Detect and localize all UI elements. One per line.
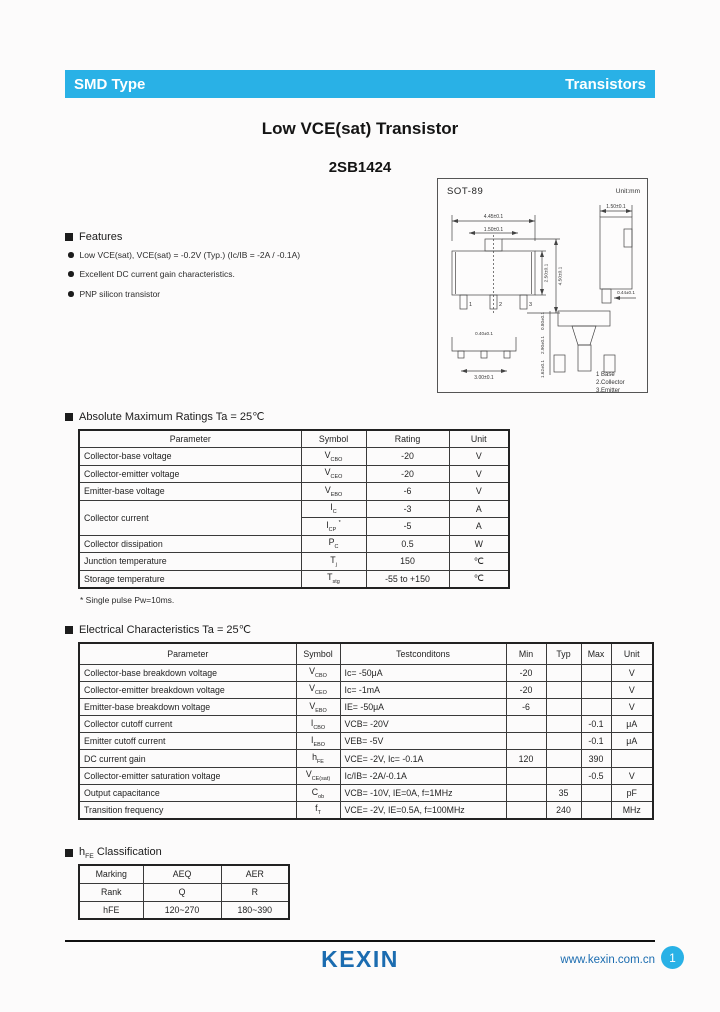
unit-cell: V	[611, 681, 653, 698]
condition-cell: Ic= -1mA	[340, 681, 506, 698]
col-header: Max	[581, 643, 611, 664]
part-number: 2SB1424	[328, 159, 392, 176]
page-title: Low VCE(sat) Transistor	[261, 119, 459, 138]
table-row	[79, 865, 289, 883]
param-cell: Emitter cutoff current	[79, 733, 296, 750]
param-cell: Collector-base breakdown voltage	[79, 664, 296, 681]
hfe-range: 180~390	[221, 901, 289, 919]
max-cell	[581, 802, 611, 819]
hfe-class-table	[78, 864, 290, 920]
unit-cell: V	[611, 664, 653, 681]
dim-pad-a: 0.80±0.1	[540, 312, 545, 330]
rating-cell: -3	[366, 500, 449, 518]
min-cell	[506, 802, 546, 819]
section-square-icon	[65, 849, 73, 857]
unit-cell: ℃	[449, 570, 509, 588]
min-cell: -20	[506, 664, 546, 681]
dim-body-height: 2.50±0.1	[544, 263, 550, 283]
condition-cell: Ic/IB= -2A/-0.1A	[340, 767, 506, 784]
table-row	[79, 570, 509, 588]
table-row	[79, 465, 509, 483]
bullet-icon	[68, 291, 74, 297]
section-square-icon	[65, 413, 73, 421]
features-title-text: Features	[79, 231, 123, 243]
param-cell: Collector cutoff current	[79, 716, 296, 733]
hfe-range: 120~270	[143, 901, 221, 919]
hfe-label: hFE	[79, 901, 143, 919]
sot89-outline-drawing	[438, 179, 649, 394]
symbol-cell: $h_{FE}$	[296, 750, 340, 767]
typ-cell	[546, 664, 581, 681]
table-row	[79, 901, 289, 919]
param-cell: Collector-emitter breakdown voltage	[79, 681, 296, 698]
package-name: SOT-89	[447, 186, 484, 197]
param-cell: Collector dissipation	[79, 535, 301, 553]
unit-cell: A	[449, 500, 509, 518]
table-row	[79, 535, 509, 553]
table-row	[79, 767, 653, 784]
unit-cell: μA	[611, 716, 653, 733]
table-header-row	[79, 643, 653, 664]
symbol-cell: $V_{CEO}$	[296, 681, 340, 698]
bullet-icon	[68, 271, 74, 277]
typ-cell: 35	[546, 784, 581, 801]
unit-cell: ℃	[449, 553, 509, 571]
param-cell: Collector-emitter saturation voltage	[79, 767, 296, 784]
table-row	[79, 802, 653, 819]
package-drawing-box	[437, 178, 648, 393]
symbol-cell: $V_{CE(sat)}$	[296, 767, 340, 784]
min-cell	[506, 767, 546, 784]
col-header: Testconditons	[340, 643, 506, 664]
dim-pad-b: 2.90±0.1	[540, 336, 545, 354]
dim-body-width: 4.45±0.1	[483, 214, 504, 220]
dim-pad-c: 1.62±0.1	[540, 360, 545, 378]
typ-cell	[546, 681, 581, 698]
section-square-icon	[65, 626, 73, 634]
min-cell	[506, 733, 546, 750]
param-cell: Collector-emitter voltage	[79, 465, 301, 483]
dim-side-width: 1.50±0.1	[606, 204, 626, 210]
marking-value: AEQ	[143, 865, 221, 883]
elec-table	[78, 642, 654, 820]
unit-cell: A	[449, 518, 509, 536]
symbol-cell: $f_T$	[296, 802, 340, 819]
col-header: Symbol	[296, 643, 340, 664]
col-header: Min	[506, 643, 546, 664]
table-row	[79, 883, 289, 901]
table-row	[79, 553, 509, 571]
param-cell: Output capacitance	[79, 784, 296, 801]
unit-cell: V	[449, 483, 509, 501]
rating-cell: -55 to +150	[366, 570, 449, 588]
symbol-cell: $V_{EBO}$	[296, 698, 340, 715]
feature-item	[68, 250, 300, 260]
min-cell: -20	[506, 681, 546, 698]
min-cell	[506, 784, 546, 801]
dim-lead-thickness: 0.44±0.1	[617, 290, 635, 295]
table-row	[79, 733, 653, 750]
rating-cell: -5	[366, 518, 449, 536]
typ-cell	[546, 750, 581, 767]
elec-title-text: Electrical Characteristics Ta = 25℃	[79, 624, 252, 636]
abs-max-section-title	[65, 410, 265, 423]
rank-value: Q	[143, 883, 221, 901]
features-section-title	[65, 231, 122, 243]
col-header: Parameter	[79, 643, 296, 664]
feature-item	[68, 289, 160, 299]
rating-cell: -6	[366, 483, 449, 501]
table-row	[79, 698, 653, 715]
bullet-icon	[68, 252, 74, 258]
hfe-section-title	[65, 846, 162, 860]
table-row	[79, 716, 653, 733]
typ-cell	[546, 716, 581, 733]
unit-cell: μA	[611, 733, 653, 750]
min-cell	[506, 716, 546, 733]
footer-divider	[65, 940, 655, 942]
condition-cell: Ic= -50μA	[340, 664, 506, 681]
kexin-logo: KEXIN	[321, 946, 399, 972]
symbol-cell: $V_{CEO}$	[301, 465, 366, 483]
pin-label-emitter: 3.Emitter	[596, 388, 621, 394]
symbol-cell: $P_C$	[301, 535, 366, 553]
col-header: Parameter	[79, 430, 301, 448]
marking-label: Marking	[79, 865, 143, 883]
typ-cell	[546, 733, 581, 750]
symbol-cell: $I_C$	[301, 500, 366, 518]
param-cell: Emitter-base voltage	[79, 483, 301, 501]
condition-cell: IE= -50μA	[340, 698, 506, 715]
condition-cell: VCB= -20V	[340, 716, 506, 733]
unit-cell: MHz	[611, 802, 653, 819]
rating-cell: 0.5	[366, 535, 449, 553]
elec-section-title	[65, 623, 251, 636]
condition-cell: VCE= -2V, Ic= -0.1A	[340, 750, 506, 767]
param-cell: Collector current	[79, 500, 301, 535]
max-cell	[581, 681, 611, 698]
typ-cell	[546, 698, 581, 715]
marking-value: AER	[221, 865, 289, 883]
col-header: Unit	[449, 430, 509, 448]
dim-total-height: 4.50±0.1	[558, 266, 564, 286]
col-header: Rating	[366, 430, 449, 448]
symbol-cell: $T_j$	[301, 553, 366, 571]
rank-value: R	[221, 883, 289, 901]
max-cell	[581, 784, 611, 801]
unit-cell: pF	[611, 784, 653, 801]
col-header: Unit	[611, 643, 653, 664]
package-unit-label: Unit:mm	[615, 188, 640, 195]
table-row	[79, 483, 509, 501]
param-cell: Emitter-base breakdown voltage	[79, 698, 296, 715]
abs-max-title-text: Absolute Maximum Ratings Ta = 25℃	[79, 411, 265, 423]
rank-label: Rank	[79, 883, 143, 901]
page-number-badge: 1	[661, 946, 684, 969]
symbol-cell: $V_{CBO}$	[296, 664, 340, 681]
page-header-bar	[65, 70, 655, 98]
min-cell: -6	[506, 698, 546, 715]
pin-number-1: 1	[469, 302, 473, 308]
table-row	[79, 448, 509, 466]
table-row	[79, 681, 653, 698]
abs-max-footnote: * Single pulse Pw=10ms.	[80, 595, 175, 605]
symbol-cell: $I_{CP}$ *	[301, 518, 366, 536]
section-square-icon	[65, 233, 73, 241]
table-row	[79, 500, 509, 518]
max-cell	[581, 698, 611, 715]
unit-cell	[611, 750, 653, 767]
unit-cell: V	[611, 767, 653, 784]
col-header: Typ	[546, 643, 581, 664]
param-cell: Transition frequency	[79, 802, 296, 819]
unit-cell: V	[449, 448, 509, 466]
pin-label-collector: 2.Collector	[596, 380, 625, 386]
symbol-cell: $V_{EBO}$	[301, 483, 366, 501]
max-cell: -0.1	[581, 733, 611, 750]
symbol-cell: $I_{CBO}$	[296, 716, 340, 733]
dim-bottom-pitch: 3.00±0.1	[474, 375, 494, 381]
max-cell: 390	[581, 750, 611, 767]
unit-cell: W	[449, 535, 509, 553]
max-cell	[581, 664, 611, 681]
unit-cell: V	[611, 698, 653, 715]
rating-cell: -20	[366, 465, 449, 483]
col-header: Symbol	[301, 430, 366, 448]
table-row	[79, 784, 653, 801]
feature-item	[68, 269, 235, 279]
feature-text: Excellent DC current gain characteristics.	[79, 269, 235, 279]
param-cell: Collector-base voltage	[79, 448, 301, 466]
hfe-title-text: $h_{FE}$ Classification	[79, 846, 162, 861]
dim-pin-pitch: 1.50±0.1	[483, 227, 504, 233]
unit-cell: V	[449, 465, 509, 483]
symbol-cell: $C_{ob}$	[296, 784, 340, 801]
typ-cell	[546, 767, 581, 784]
max-cell: -0.5	[581, 767, 611, 784]
pin-number-2: 2	[499, 302, 503, 308]
param-cell: Junction temperature	[79, 553, 301, 571]
table-row	[79, 664, 653, 681]
pin-label-base: 1 Base	[596, 372, 615, 378]
dim-pin-width: 0.40±0.1	[475, 331, 493, 336]
condition-cell: VCE= -2V, IE=0.5A, f=100MHz	[340, 802, 506, 819]
pin-number-3: 3	[529, 302, 533, 308]
typ-cell: 240	[546, 802, 581, 819]
symbol-cell: $T_{stg}$	[301, 570, 366, 588]
table-row	[79, 750, 653, 767]
max-cell: -0.1	[581, 716, 611, 733]
feature-text: PNP silicon transistor	[79, 289, 161, 299]
param-cell: Storage temperature	[79, 570, 301, 588]
table-header-row	[79, 430, 509, 448]
rating-cell: -20	[366, 448, 449, 466]
feature-text: Low VCE(sat), VCE(sat) = -0.2V (Typ.) (Ic/IB = -2A / -0.1A)	[79, 250, 301, 260]
footer-url-link[interactable]: www.kexin.com.cn	[560, 954, 655, 966]
abs-max-table	[78, 429, 510, 589]
header-left-label: SMD Type	[74, 75, 146, 93]
header-right-label: Transistors	[565, 75, 646, 93]
condition-cell: VCB= -10V, IE=0A, f=1MHz	[340, 784, 506, 801]
symbol-cell: $I_{EBO}$	[296, 733, 340, 750]
symbol-cell: $V_{CBO}$	[301, 448, 366, 466]
rating-cell: 150	[366, 553, 449, 571]
param-cell: DC current gain	[79, 750, 296, 767]
min-cell: 120	[506, 750, 546, 767]
condition-cell: VEB= -5V	[340, 733, 506, 750]
